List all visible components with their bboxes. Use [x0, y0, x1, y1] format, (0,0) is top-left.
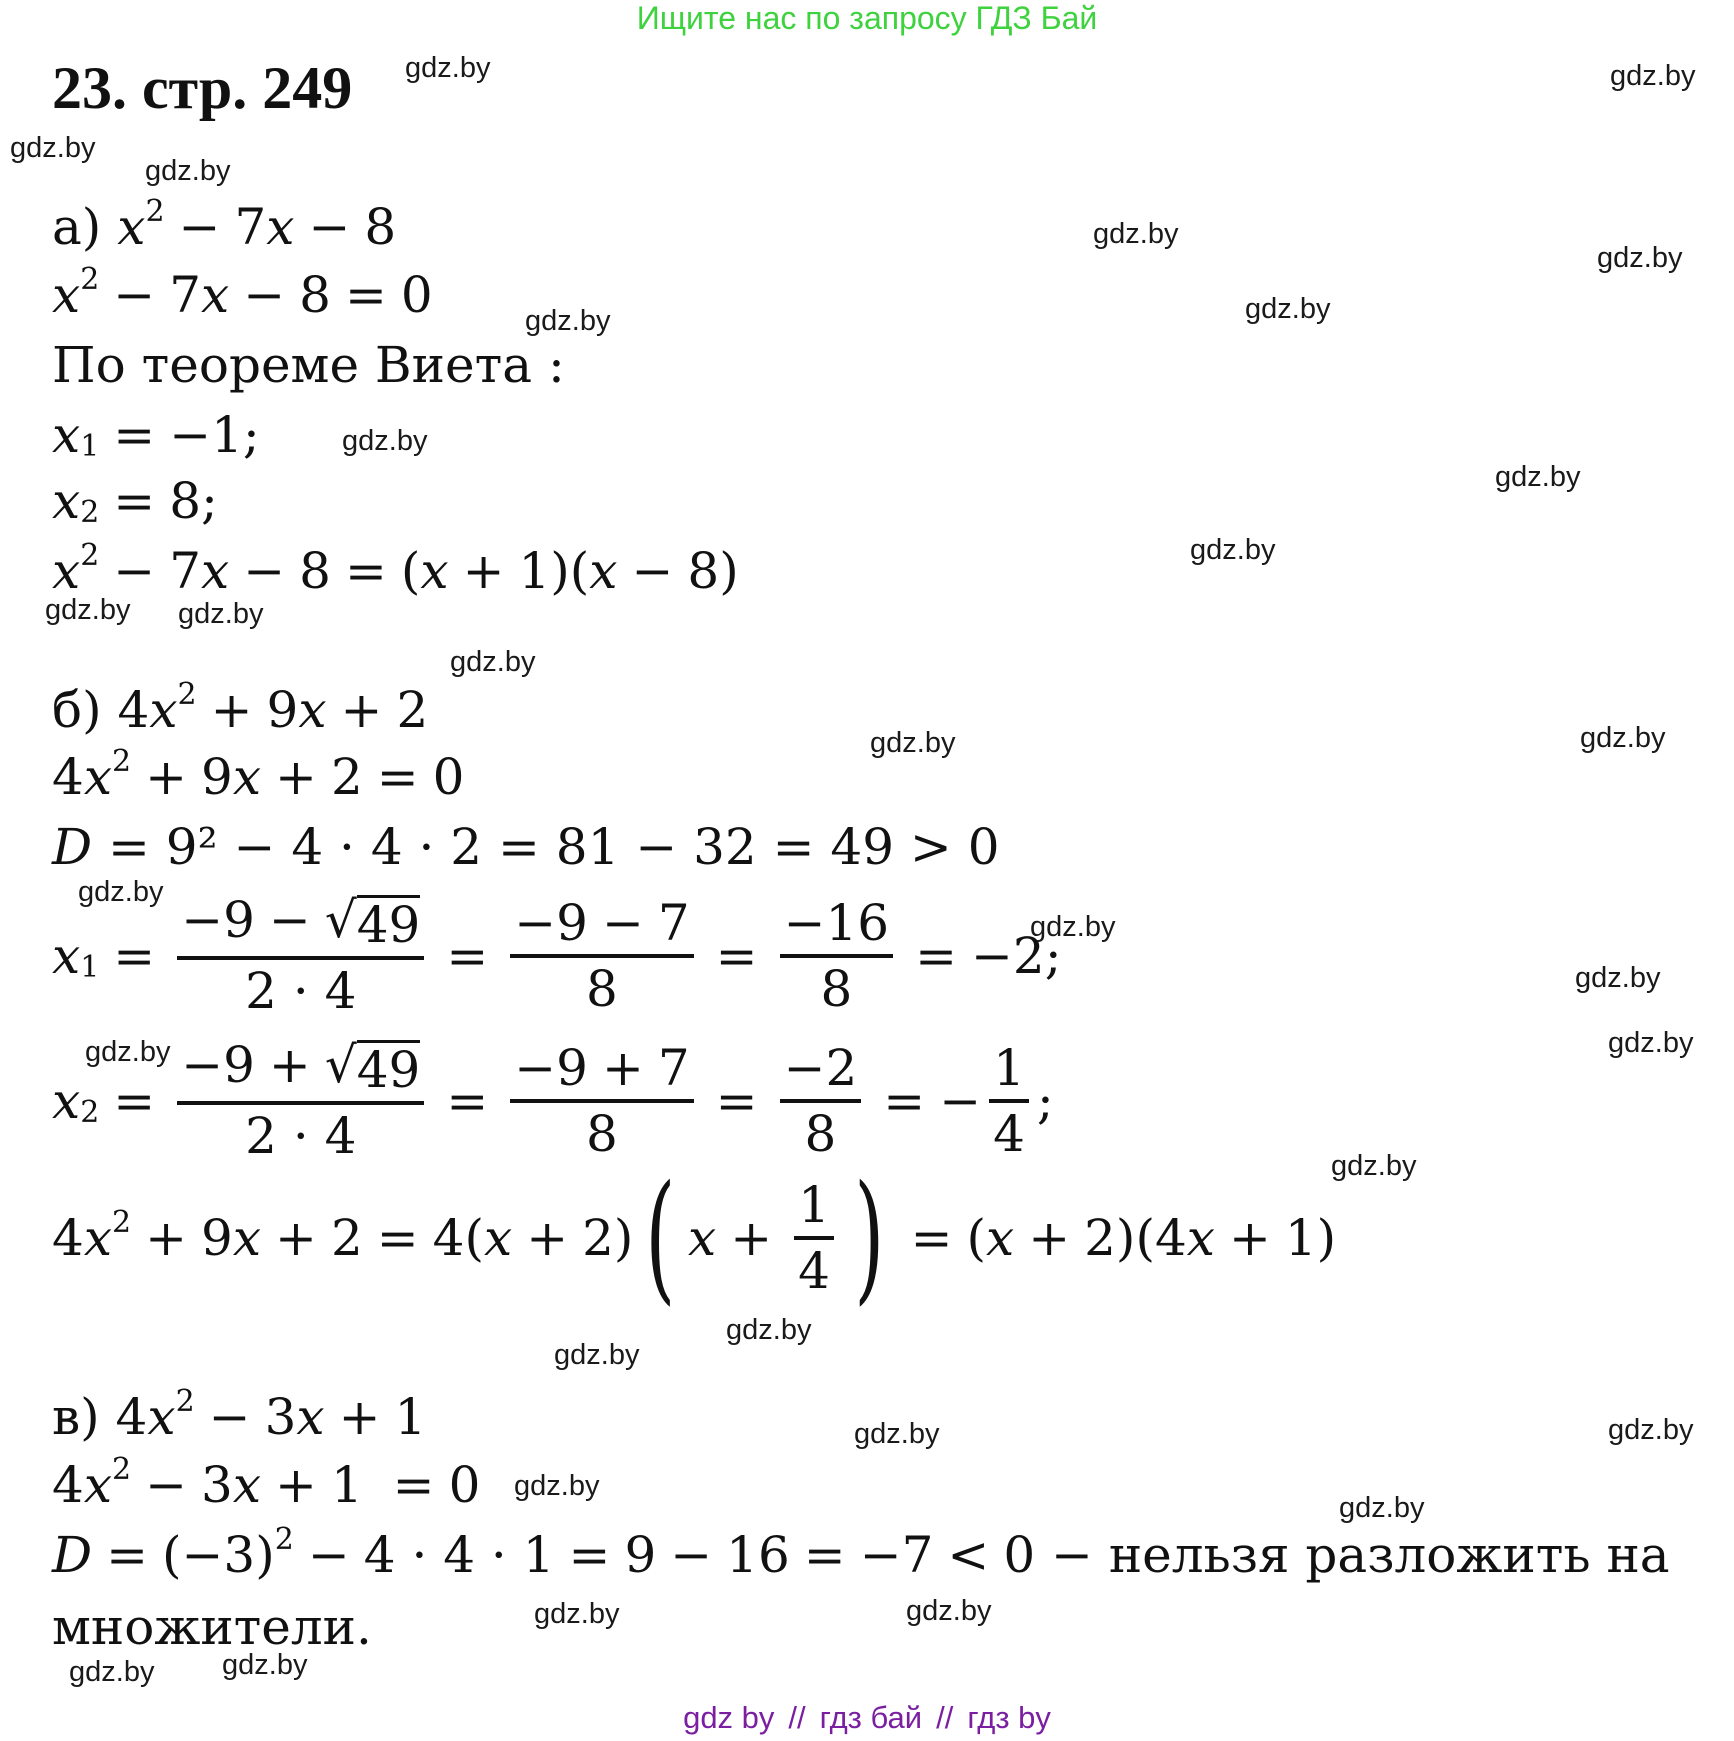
watermark: gdz.by: [1608, 1027, 1694, 1059]
conclusion-line-2: множители.: [52, 1598, 372, 1656]
watermark: gdz.by: [145, 155, 231, 187]
watermark: gdz.by: [906, 1595, 992, 1627]
watermark: gdz.by: [1608, 1414, 1694, 1446]
watermark: gdz.by: [342, 425, 428, 457]
watermark: gdz.by: [1610, 60, 1696, 92]
part-b-label: б): [52, 681, 102, 739]
watermark: gdz.by: [1190, 534, 1276, 566]
footer-links: [0, 1700, 1734, 1736]
watermark: gdz.by: [1339, 1492, 1425, 1524]
part-b-equation: 4 x $^2$ + 9 x + 2 = 0: [52, 744, 465, 806]
root-2-value: 8;: [169, 472, 218, 530]
watermark: gdz.by: [78, 876, 164, 908]
watermark: gdz.by: [534, 1598, 620, 1630]
watermark: gdz.by: [726, 1314, 812, 1346]
watermark: gdz.by: [1575, 962, 1661, 994]
part-c-equation: 4 x $^2$ − 3 x + 1 = 0: [52, 1452, 481, 1514]
part-c-expression: в) 4 x $^2$ − 3 x + 1: [52, 1384, 427, 1446]
watermark: gdz.by: [1331, 1150, 1417, 1182]
part-b-root-2: x $_2$ = −9 + √ 49 2 · 4 = $\frac{-9 + 7}{8}$ = $\frac{-2}{8}$ = − $\frac{1}{4}$ ;: [52, 1036, 1054, 1165]
part-c-discriminant: D = (−3) $^2$ − 4 · 4 · 1 = 9 − 16 = −7 < 0 − нельзя разложить на: [52, 1522, 1670, 1584]
part-a-root-1: x $_1$ = −1;: [52, 406, 260, 464]
part-a-root-2: x $_2$ = 8;: [52, 472, 218, 530]
watermark: gdz.by: [1495, 461, 1581, 493]
part-a-factorization: x $^2$ − 7 x − 8 = ( x + 1)( x − 8): [52, 538, 739, 600]
vieta-text: По теореме Виета :: [52, 336, 565, 394]
watermark: gdz.by: [514, 1470, 600, 1502]
watermark: gdz.by: [450, 646, 536, 678]
watermark: gdz.by: [10, 132, 96, 164]
watermark: gdz.by: [85, 1036, 171, 1068]
watermark: gdz.by: [870, 727, 956, 759]
footer-separator: //: [936, 1700, 954, 1735]
part-a-expression: а) x $^2$ − 7 x − 8: [52, 194, 397, 256]
footer-link-gdz-by-ru[interactable]: гдз by: [967, 1700, 1051, 1735]
watermark: gdz.by: [178, 598, 264, 630]
part-a-equation: x $^2$ − 7 x − 8 = 0: [52, 262, 433, 324]
part-b-discriminant: D = 9² − 4 · 4 · 2 = 81 − 32 = 49 > 0: [52, 818, 1000, 876]
root-1-value: −1;: [169, 406, 260, 464]
watermark: gdz.by: [1030, 911, 1116, 943]
watermark: gdz.by: [405, 52, 491, 84]
watermark: gdz.by: [222, 1649, 308, 1681]
part-a-label: а): [52, 198, 102, 256]
footer-link-gdz-bay[interactable]: гдз бай: [819, 1700, 923, 1735]
footer-link-gdz-by[interactable]: gdz by: [683, 1700, 775, 1735]
part-b-expression: б) 4 x $^2$ + 9 x + 2: [52, 677, 429, 739]
part-c-label: в): [52, 1388, 100, 1446]
part-b-factorization: 4 x $^2$ + 9 x + 2 = 4( x + 2) ( x + $\frac{1}{4}$ ) = ( x + 2)(4 x + 1): [52, 1156, 1337, 1319]
discriminant-value: = 9² − 4 · 4 · 2 = 81 − 32 = 49 > 0: [108, 818, 1000, 876]
watermark: gdz.by: [1597, 242, 1683, 274]
watermark: gdz.by: [854, 1418, 940, 1450]
watermark: gdz.by: [525, 305, 611, 337]
watermark: gdz.by: [69, 1656, 155, 1688]
footer-separator: //: [788, 1700, 806, 1735]
watermark: gdz.by: [45, 594, 131, 626]
watermark: gdz.by: [1093, 218, 1179, 250]
conclusion-line-1: − нельзя разложить на: [1051, 1526, 1670, 1584]
watermark: gdz.by: [1580, 722, 1666, 754]
watermark: gdz.by: [1245, 293, 1331, 325]
search-banner[interactable]: Ищите нас по запросу ГДЗ Бай: [636, 0, 1098, 36]
part-b-root-1: x $_1$ = −9 − √ 49 2 · 4 = $\frac{-9 - 7}{8}$ = $\frac{-16}{8}$ = −2;: [52, 891, 1062, 1020]
watermark: gdz.by: [554, 1339, 640, 1371]
page-title: 23. стр. 249: [52, 55, 353, 121]
